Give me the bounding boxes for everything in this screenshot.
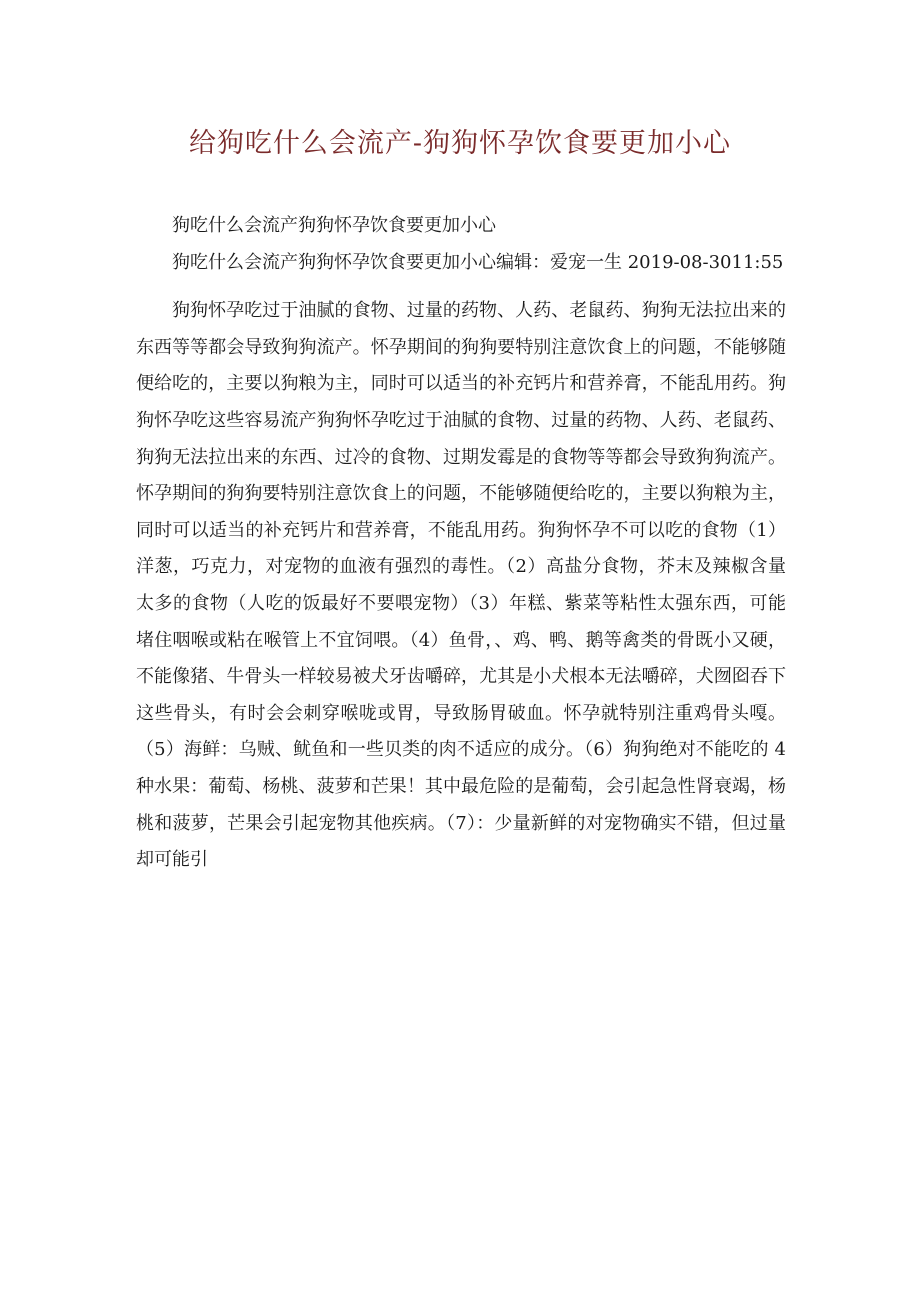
document-body: 狗狗怀孕吃过于油腻的食物、过量的药物、人药、老鼠药、狗狗无法拉出来的东西等等都会导致狗狗流产。怀孕期间的狗狗要特别注意饮食上的问题，不能够随便给吃的，主要以狗粮为主，同时可以适当的补充钙片和营养膏，不能乱用药。狗狗怀孕吃这些容易流产狗狗怀孕吃过于油腻的食物、过量的药物、人药、老鼠药、狗狗无法拉出来的东西、过冷的食物、过期发霉是的食物等等都会导致狗狗流产。怀孕期间的狗狗要特别注意饮食上的问题，不能够随便给吃的，主要以狗粮为主，同时可以适当的补充钙片和营养膏，不能乱用药。狗狗怀孕不可以吃的食物（1）洋葱，巧克力，对宠物的血液有强烈的毒性。（2）高盐分食物，芥末及辣椒含量太多的食物（人吃的饭最好不要喂宠物）（3）年糕、紫菜等粘性太强东西，可能堵住咽喉或粘在喉管上不宜饲喂。（4）鱼骨，、鸡、鸭、鹅等禽类的骨既小又硬，不能像猪、牛骨头一样较易被犬牙齿嚼碎，尤其是小犬根本无法嚼碎，犬囫囵吞下这些骨头，有时会会刺穿喉咙或胃，导致肠胃破血。怀孕就特别注重鸡骨头嘎。（5）海鲜：乌贼、鱿鱼和一些贝类的肉不适应的成分。（6）狗狗绝对不能吃的 4 种水果：葡萄、杨桃、菠萝和芒果！其中最危险的是葡萄，会引起急性肾衰竭，杨桃和菠萝，芒果会引起宠物其他疾病。（7）：少量新鲜的对宠物确实不错，但过量却可能引 — [136, 300, 786, 871]
document-subtitle: 狗吃什么会流产狗狗怀孕饮食要更加小心 — [172, 215, 496, 236]
document-meta: 狗吃什么会流产狗狗怀孕饮食要更加小心编辑：爱宠一生 2019-08-3011:55 — [172, 251, 784, 273]
document-content — [136, 208, 786, 879]
document-title: 给狗吃什么会流产-狗狗怀孕饮食要更加小心 — [188, 128, 732, 159]
